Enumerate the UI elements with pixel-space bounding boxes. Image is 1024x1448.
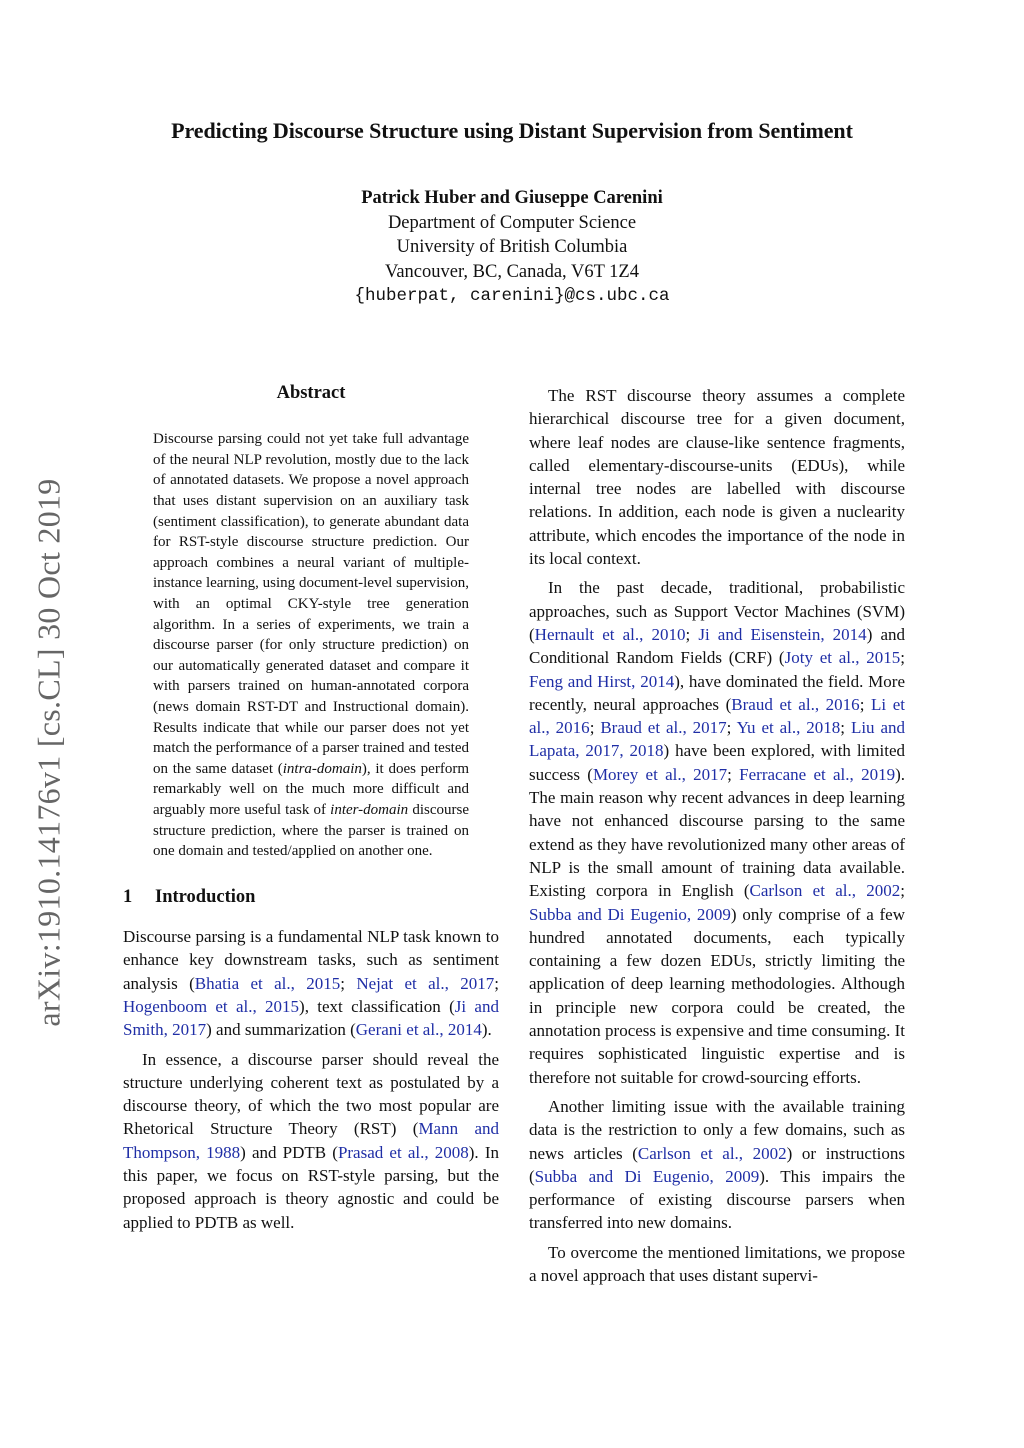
- citation-link[interactable]: Prasad et al., 2008: [337, 1142, 469, 1162]
- paragraph: In the past decade, traditional, probabilistic approaches, such as Support Vector Machines (SVM) (Hernault et al., 2010; Ji and Eisenstein, 2014) and Conditional Random Fields (CRF) (Joty et al., 2015; Feng and Hirst, 2014), have dominated the field. More recently, neural approaches (Braud et al., 2016; Li et al., 2016; Braud et al., 2017; Yu et al., 2018; Liu and Lapata, 2017, 2018) have been explored, with limited success (Morey et al., 2017; Ferracane et al., 2019). The main reason why recent advances in deep learning have not enhanced discourse parsing to the same extend as they have revolutionized many other areas of NLP is the small amount of training data available. Existing corpora in English (Carlson et al., 2002; Subba and Di Eugenio, 2009) only comprise of a few hundred annotated documents, each typically containing a few dozen EDUs, strictly limiting the application of deep learning methodologies. Although in principle new corpora could be created, the annotation process is expensive and time consuming. It requires sophisticated linguistic expertise and is therefore not suitable for crowd-sourcing efforts.: [529, 578, 906, 1087]
- affiliation-line: Department of Computer Science: [387, 212, 637, 233]
- author-email: {huberpat, carenini}@cs.ubc.ca: [354, 286, 670, 306]
- left-column: [123, 382, 499, 1234]
- abstract-text: ), it does perform remarkably well on the much more difficult and arguably more useful task of: [153, 760, 469, 818]
- section-number: 1: [123, 886, 133, 907]
- arxiv-identifier: arXiv:1910.14176v1 [cs.CL] 30 Oct 2019: [30, 477, 67, 1027]
- citation-link[interactable]: Feng and Hirst, 2014: [529, 671, 675, 691]
- author-block: [0, 186, 1024, 309]
- author-names: Patrick Huber and Giuseppe Carenini: [361, 188, 663, 208]
- citation-link[interactable]: Ji and Eisenstein, 2014: [698, 624, 867, 644]
- citation-link[interactable]: Subba and Di Eugenio, 2009: [534, 1166, 760, 1186]
- citation-link[interactable]: Carlson et al., 2002: [637, 1143, 787, 1163]
- citation-link[interactable]: Morey et al., 2017: [592, 764, 728, 784]
- citation-link[interactable]: Bhatia et al., 2015: [194, 973, 341, 993]
- citation-link[interactable]: Ferracane et al., 2019: [739, 764, 896, 784]
- citation-link[interactable]: Li et al., 2016: [529, 694, 905, 738]
- abstract-text: Discourse parsing could not yet take full advantage of the neural NLP revolution, mostly due to the lack of annotated datasets. We propose a novel approach that uses distant supervision on an auxiliary task (sentiment classification), to generate abundant data for RST-style discourse structure prediction. Our approach combines a neural variant of multiple-instance learning, using document-level supervision, with an optimal CKY-style tree generation algorithm. In a series of experiments, we train a discourse parser (for only structure prediction) on our automatically generated dataset and compare it with parsers trained on human-annotated corpora (news domain RST-DT and Instructional domain). Results indicate that while our parser does not yet match the performance of a parser trained and tested on the same dataset (: [153, 431, 469, 777]
- abstract-emphasis: inter-domain: [330, 801, 409, 818]
- citation-link[interactable]: Braud et al., 2017: [600, 718, 727, 738]
- section-heading: [123, 886, 499, 909]
- paragraph: Another limiting issue with the available training data is the restriction to only a few domains, such as news articles (Carlson et al., 2002) or instructions (Subba and Di Eugenio, 2009). This impairs the performance of existing discourse parsers when transferred into new domains.: [529, 1096, 906, 1233]
- paragraph: In essence, a discourse parser should reveal the structure underlying coherent text as postulated by a discourse theory, of which the two most popular are Rhetorical Structure Theory (RST) (Mann and Thompson, 1988) and PDTB (Prasad et al., 2008). In this paper, we focus on RST-style parsing, but the proposed approach is theory agnostic and could be applied to PDTB as well.: [123, 1049, 499, 1232]
- paper-title: Predicting Discourse Structure using Distant Supervision from Sentiment: [171, 118, 853, 143]
- abstract-body: [153, 429, 469, 861]
- citation-link[interactable]: Nejat et al., 2017: [356, 973, 495, 993]
- citation-link[interactable]: Hernault et al., 2010: [534, 624, 686, 644]
- citation-link[interactable]: Liu and Lapata, 2017, 2018: [529, 718, 905, 761]
- section-title: Introduction: [155, 886, 256, 907]
- citation-link[interactable]: Joty et al., 2015: [784, 648, 901, 668]
- affiliation-line: Vancouver, BC, Canada, V6T 1Z4: [385, 261, 639, 282]
- citation-link[interactable]: Braud et al., 2016: [731, 694, 860, 714]
- paragraph: The RST discourse theory assumes a complete hierarchical discourse tree for a given document, where leaf nodes are clause-like sentence fragments, called elementary-discourse-units (EDUs), while internal tree nodes are labelled with discourse relations. In addition, each node is given a nuclearity attribute, which encodes the importance of the node in its local context.: [529, 386, 905, 569]
- right-column: [529, 384, 905, 1287]
- abstract-heading: Abstract: [276, 383, 346, 403]
- citation-link[interactable]: Carlson et al., 2002: [749, 881, 901, 901]
- arxiv-stamp: [20, 452, 78, 1052]
- citation-link[interactable]: Gerani et al., 2014: [355, 1020, 482, 1040]
- citation-link[interactable]: Hogenboom et al., 2015: [123, 996, 300, 1016]
- citation-link[interactable]: Yu et al., 2018: [736, 718, 841, 738]
- paragraph: To overcome the mentioned limitations, we propose a novel approach that uses distant supervi-: [529, 1242, 905, 1285]
- affiliation-line: University of British Columbia: [396, 237, 628, 257]
- paragraph: Discourse parsing is a fundamental NLP task known to enhance key downstream tasks, such as sentiment analysis (Bhatia et al., 2015; Nejat et al., 2017; Hogenboom et al., 2015), text classification (Ji and Smith, 2017) and summarization (Gerani et al., 2014).: [123, 927, 499, 1040]
- abstract-text: discourse structure prediction, where the parser is trained on one domain and tested/applied on another one.: [153, 801, 470, 860]
- citation-link[interactable]: Ji and Smith, 2017: [123, 996, 499, 1040]
- citation-link[interactable]: Mann and Thompson, 1988: [123, 1119, 499, 1162]
- abstract-emphasis: intra-domain: [282, 760, 362, 777]
- citation-link[interactable]: Subba and Di Eugenio, 2009: [529, 904, 731, 924]
